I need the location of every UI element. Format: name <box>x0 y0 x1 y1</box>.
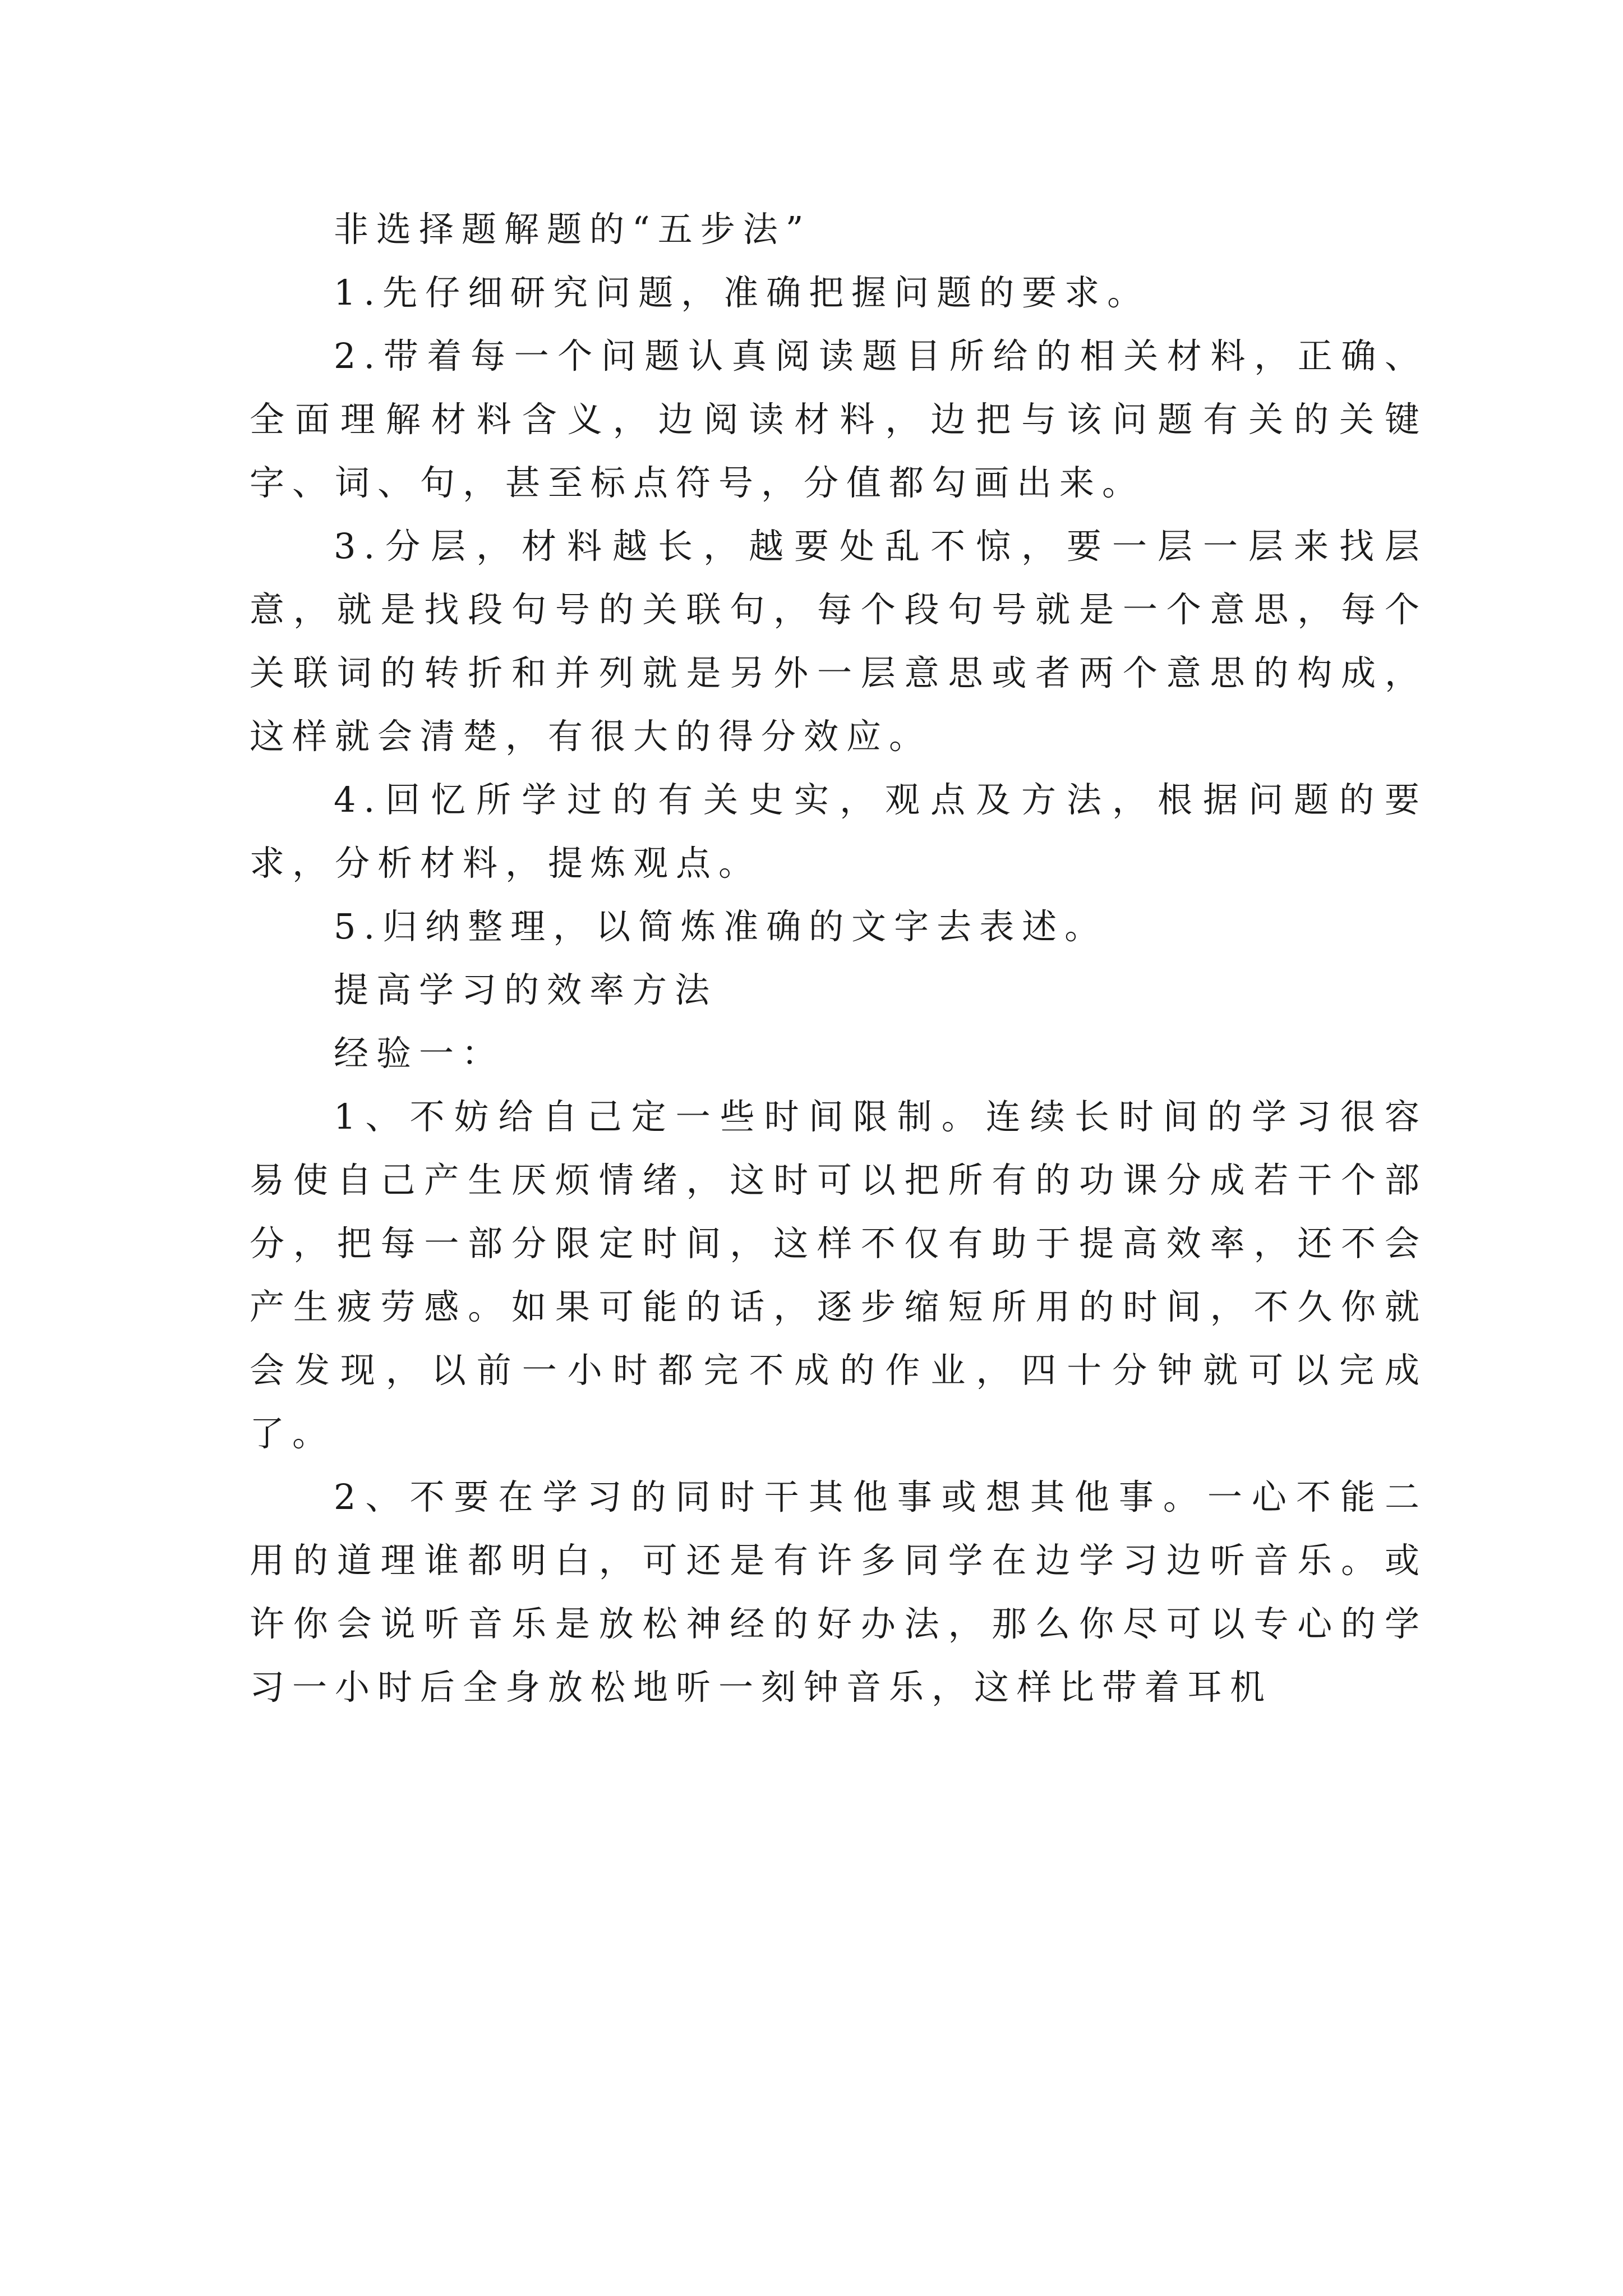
section-heading-five-steps: 非选择题解题的“五步法” <box>334 209 811 250</box>
step-2-paragraph: 2.带着每一个问题认真阅读题目所给的相关材料，正确、全面理解材料含义，边阅读材料，边把与该问题有关的关键字、词、句，甚至标点符号，分值都勾画出来。 <box>250 335 1427 503</box>
subheading-experience-one: 经验一： <box>334 1033 505 1074</box>
step-3-paragraph: 3.分层，材料越长，越要处乱不惊，要一层一层来找层意，就是找段句号的关联句，每个段句号就是一个意思，每个关联词的转折和并列就是另外一层意思或者两个意思的构成，这样就会清楚，有很大的得分效应。 <box>250 526 1427 757</box>
tip-1-paragraph: 1、不妨给自己定一些时间限制。连续长时间的学习很容易使自己产生厌烦情绪，这时可以把所有的功课分成若干个部分，把每一部分限定时间，这样不仅有助于提高效率，还不会产生疲劳感。如果可能的话，逐步缩短所用的时间，不久你就会发现，以前一小时都完不成的作业，四十分钟就可以完成了。 <box>250 1096 1427 1454</box>
tip-2-paragraph: 2、不要在学习的同时干其他事或想其他事。一心不能二用的道理谁都明白，可还是有许多同学在边学习边听音乐。或许你会说听音乐是放松神经的好办法，那么你尽可以专心的学习一小时后全身放松地听一刻钟音乐，这样比带着耳机 <box>250 1476 1427 1708</box>
step-5-paragraph: 5.归纳整理，以简炼准确的文字去表述。 <box>334 906 1108 947</box>
step-4-paragraph: 4.回忆所学过的有关史实，观点及方法，根据问题的要求，分析材料，提炼观点。 <box>250 779 1427 884</box>
body-text <box>250 197 1427 1719</box>
section-heading-efficiency: 提高学习的效率方法 <box>334 969 718 1010</box>
step-1-paragraph: 1.先仔细研究问题，准确把握问题的要求。 <box>334 272 1150 313</box>
